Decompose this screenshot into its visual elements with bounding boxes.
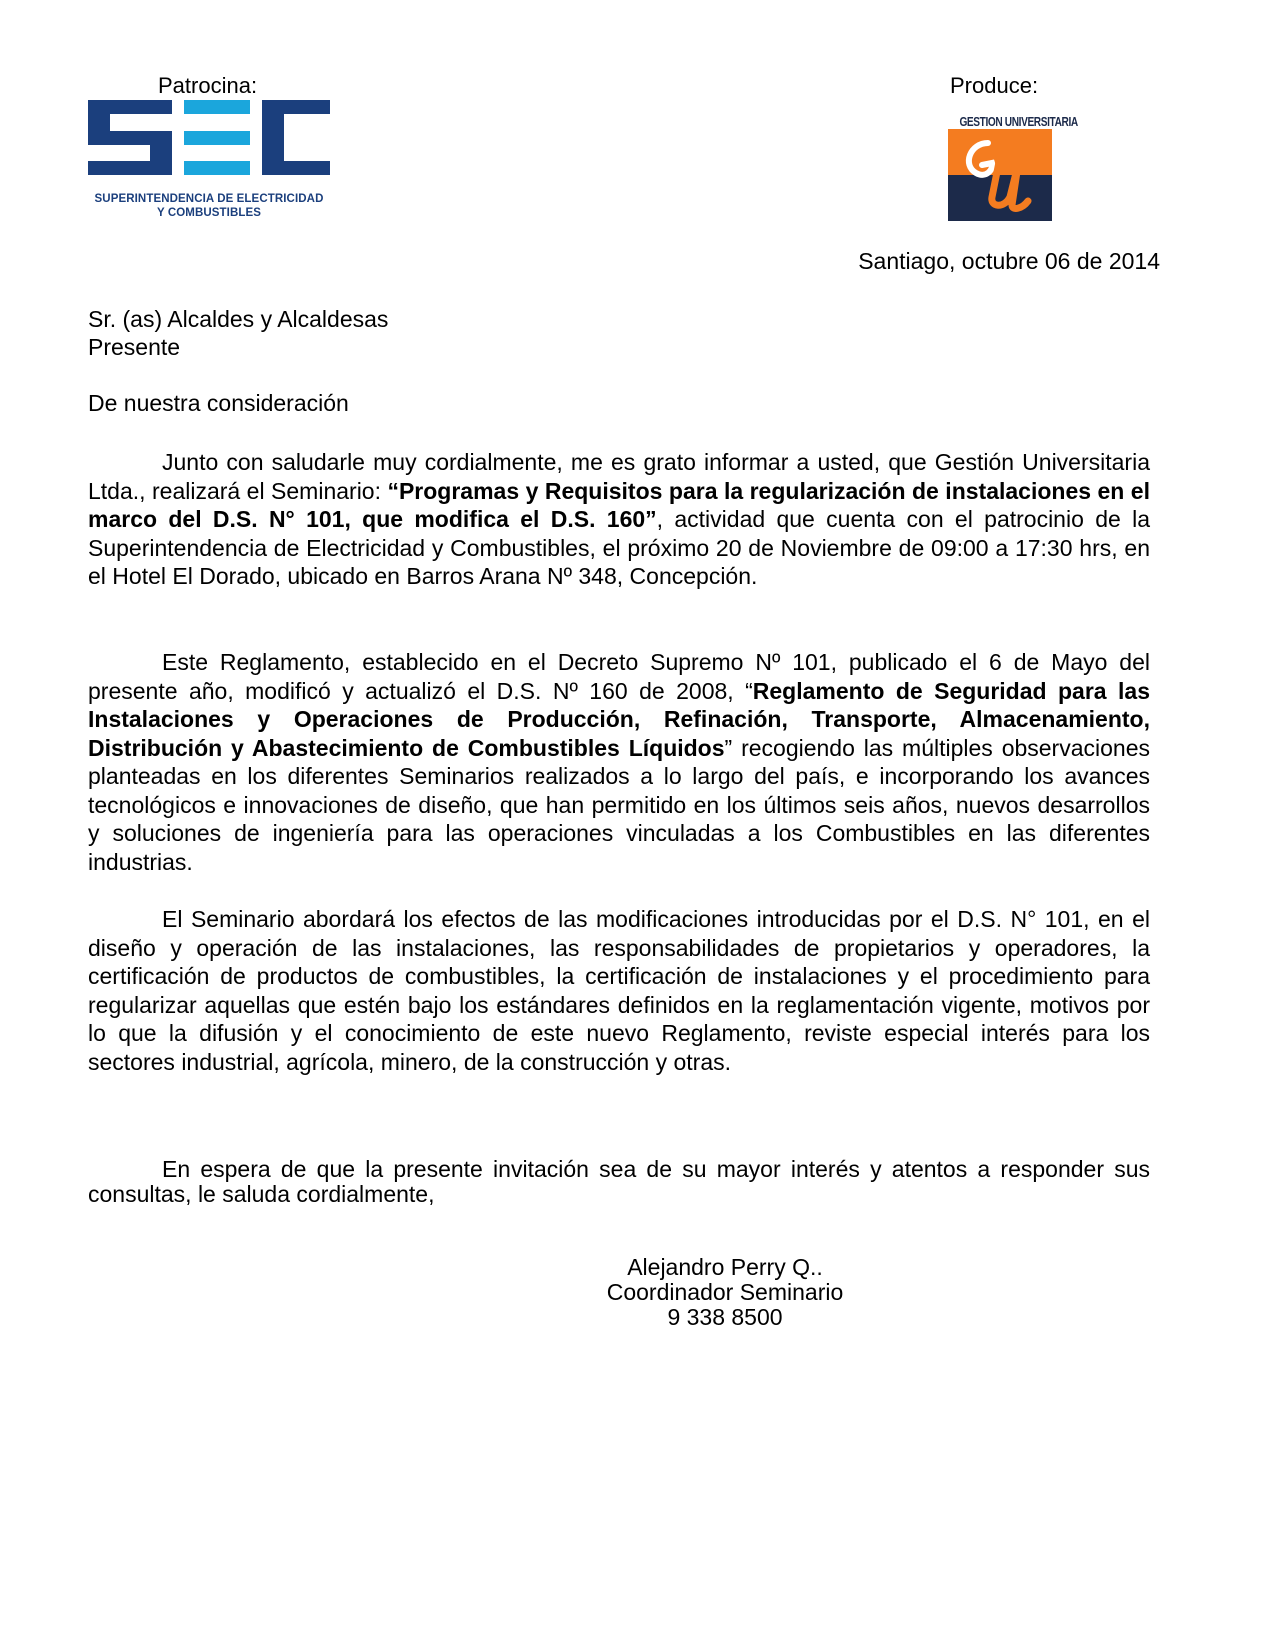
addressee-line: Sr. (as) Alcaldes y Alcaldesas [88, 306, 389, 332]
seminar-title: “Programas y Requisitos para la regularización de instalaciones en el marco del D.S. N° 101, que modifica el D.S. 160” [88, 477, 1150, 532]
body-paragraph-3: El Seminario abordará los efectos de las modificaciones introducidas por el D.S. N° 101, en el diseño y operación de las instalaciones, las responsabilidades de propietarios y operadores, la certificación de productos de combustibles, la certificación de instalaciones y el procedimiento para regularizar aquellas que estén bajo los estándares definidos en la reglamentación vigente, motivos por lo que la difusión y el conocimiento de este nuevo Reglamento, reviste especial interés para los sectores industrial, agrícola, minero, de la construcción y otras. [88, 906, 1150, 1075]
sec-logo-wordmark: SUPERINTENDENCIA DE ELECTRICIDAD Y COMBUSTIBLES [94, 193, 324, 219]
body-paragraph-1: Junto con saludarle muy cordialmente, me es grato informar a usted, que Gestión Universitaria Ltda., realizará el Seminario: “Programas y Requisitos para la regularización de instalaciones en el marco del D.S. N° 101, que modifica el D.S. 160”, actividad que cuenta con el patrocinio de la Superintendencia de Electricidad y Combustibles, el próximo 20 de Noviembre de 09:00 a 17:30 hrs, en el Hotel El Dorado, ubicado en Barros Arana Nº 348, Concepción. [88, 449, 1150, 589]
addressee-line: Presente [88, 334, 181, 360]
body-paragraph-2: Este Reglamento, establecido en el Decreto Supremo Nº 101, publicado el 6 de Mayo del presente año, modificó y actualizó el D.S. Nº 160 de 2008, “Reglamento de Seguridad para las Instalaciones y Operaciones de Producción, Refinación, Transporte, Almacenamiento, Distribución y Abastecimiento de Combustibles Líquidos” recogiendo las múltiples observaciones planteadas en los diferentes Seminarios realizados a lo largo del país, e incorporando los avances tecnológicos e innovaciones de diseño, que han permitido en los últimos seis años, nuevos desarrollos y soluciones de ingeniería para las operaciones vinculadas a los Combustibles en las diferentes industrias. [88, 649, 1150, 875]
closing-paragraph: En espera de que la presente invitación sea de su mayor interés y atentos a responder sus consultas, le saluda cordialmente, [88, 1156, 1150, 1207]
signer-phone: 9 338 8500 [667, 1304, 783, 1330]
gestion-universitaria-logo [948, 113, 1078, 221]
signature-block [590, 1255, 860, 1330]
producer-label: Produce: [950, 73, 1039, 98]
signer-name: Alejandro Perry Q.. [627, 1254, 823, 1280]
sponsor-label: Patrocina: [158, 73, 258, 98]
addressee-block [88, 305, 388, 361]
signer-title: Coordinador Seminario [606, 1279, 844, 1305]
salutation: De nuestra consideración [88, 390, 349, 416]
letter-date: Santiago, octubre 06 de 2014 [858, 248, 1160, 274]
gestion-universitaria-logo-title: GESTION UNIVERSITARIA [959, 114, 1078, 129]
regulation-title: Reglamento de Seguridad para las Instalaciones y Operaciones de Producción, Refinación, Transporte, Almacenamiento, Distribución y Abastecimiento de Combustibles Líquidos [88, 677, 1150, 761]
